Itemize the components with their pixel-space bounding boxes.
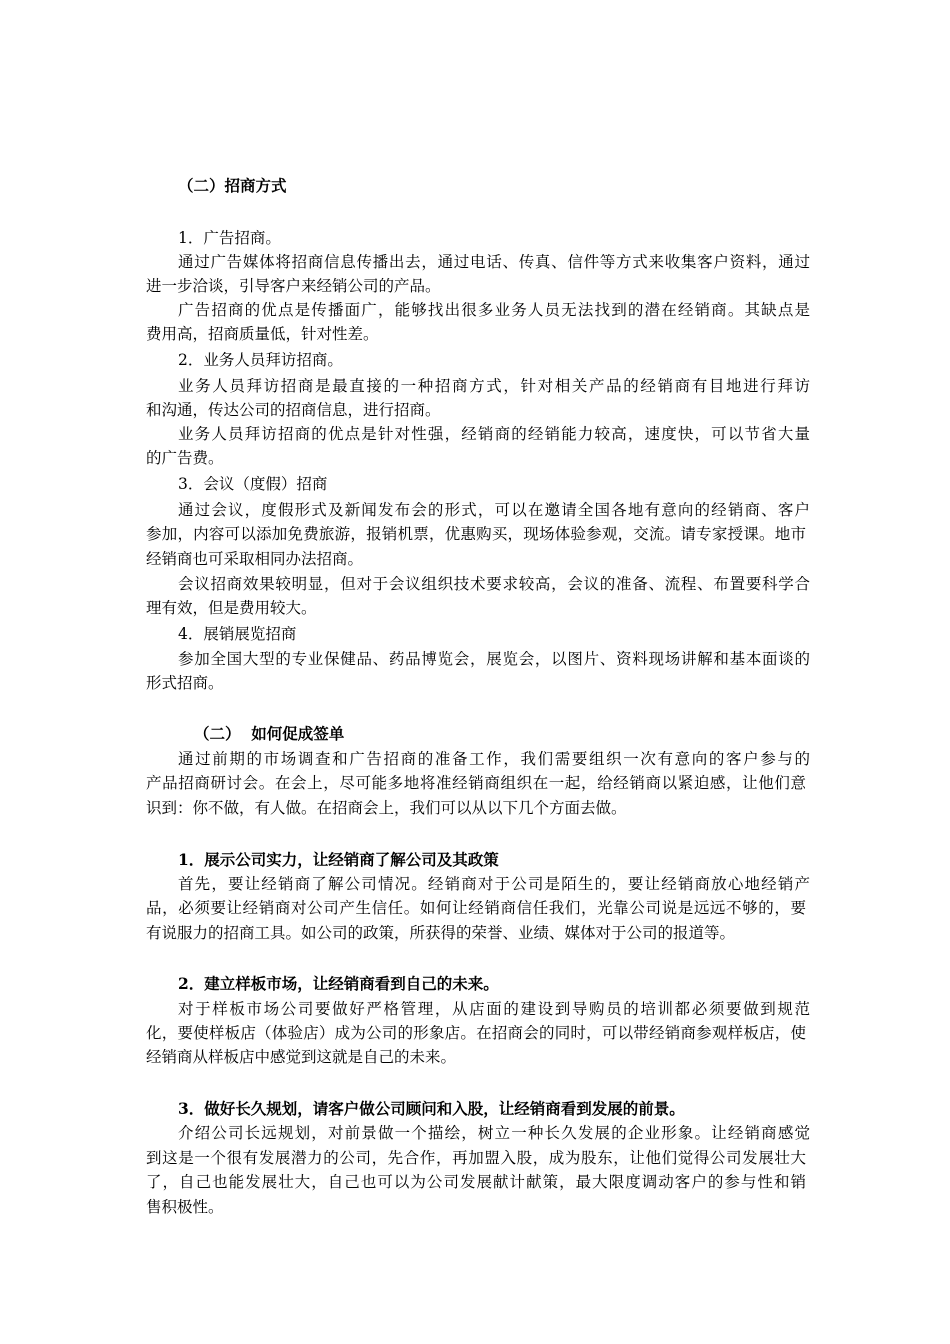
paragraph-line: 经销商也可采取相同办法招商。 [146,550,364,568]
paragraph-line: 通过前期的市场调查和广告招商的准备工作，我们需要组织一次有意向的客户参与的 [178,750,810,768]
paragraph-line: 到这是一个很有发展潜力的公司，先合作，再加盟入股，成为股东，让他们觉得公司发展壮大 [146,1149,806,1167]
paragraph-line: 售积极性。 [146,1198,224,1216]
paragraph-line: 业务人员拜访招商是最直接的一种招商方式，针对相关产品的经销商有目地进行拜访 [178,377,810,395]
paragraph-line: 进一步洽谈，引导客户来经销公司的产品。 [146,277,441,295]
paragraph-line: 通过会议，度假形式及新闻发布会的形式，可以在邀请全国各地有意向的经销商、客户 [178,501,810,519]
paragraph-line: 产品招商研讨会。在会上，尽可能多地将准经销商组织在一起，给经销商以紧迫感，让他们意 [146,774,806,792]
paragraph-line: 理有效，但是费用较大。 [146,599,317,617]
paragraph-line: 广告招商的优点是传播面广，能够找出很多业务人员无法找到的潜在经销商。其缺点是 [178,301,810,319]
paragraph-line: 对于样板市场公司要做好严格管理，从店面的建设到导购员的培训都必须要做到规范 [178,1000,810,1018]
paragraph-line: 参加全国大型的专业保健品、药品博览会，展览会，以图片、资料现场讲解和基本面谈的 [178,650,810,668]
paragraph-line: 形式招商。 [146,674,224,692]
item-title: 2．业务人员拜访招商。 [178,351,343,369]
paragraph-line: 经销商从样板店中感觉到这就是自己的未来。 [146,1048,457,1066]
point-title: 1．展示公司实力，让经销商了解公司及其政策 [178,850,499,869]
section-heading: （二） 如何促成签单 [194,724,345,743]
paragraph-line: 费用高，招商质量低，针对性差。 [146,325,379,343]
paragraph-line: 和沟通，传达公司的招商信息，进行招商。 [146,401,441,419]
paragraph-line: 通过广告媒体将招商信息传播出去，通过电话、传真、信件等方式来收集客户资料，通过 [178,253,810,271]
item-title: 3．会议（度假）招商 [178,475,328,493]
paragraph-line: 介绍公司长远规划，对前景做一个描绘，树立一种长久发展的企业形象。让经销商感觉 [178,1124,810,1142]
item-title: 1．广告招商。 [178,229,281,247]
paragraph-line: 参加，内容可以添加免费旅游，报销机票，优惠购买，现场体验参观，交流。请专家授课。地市 [146,525,806,543]
section-heading: （二）招商方式 [178,176,287,195]
paragraph-line: 首先，要让经销商了解公司情况。经销商对于公司是陌生的，要让经销商放心地经销产 [178,875,810,893]
paragraph-line: 识到：你不做，有人做。在招商会上，我们可以从以下几个方面去做。 [146,799,627,817]
point-title: 2．建立样板市场，让经销商看到自己的未来。 [178,974,499,993]
point-title: 3．做好长久规划，请客户做公司顾问和入股，让经销商看到发展的前景。 [178,1099,685,1118]
paragraph-line: 的广告费。 [146,449,224,467]
paragraph-line: 有说服力的招商工具。如公司的政策，所获得的荣誉、业绩、媒体对于公司的报道等。 [146,924,736,942]
paragraph-line: 了，自己也能发展壮大，自己也可以为公司发展献计献策，最大限度调动客户的参与性和销 [146,1173,806,1191]
paragraph-line: 业务人员拜访招商的优点是针对性强，经销商的经销能力较高，速度快，可以节省大量 [178,425,810,443]
paragraph-line: 化，要使样板店（体验店）成为公司的形象店。在招商会的同时，可以带经销商参观样板店，使 [146,1024,806,1042]
item-title: 4．展销展览招商 [178,625,297,643]
paragraph-line: 会议招商效果较明显，但对于会议组织技术要求较高，会议的准备、流程、布置要科学合 [178,575,810,593]
paragraph-line: 品，必须要让经销商对公司产生信任。如何让经销商信任我们，光靠公司说是远远不够的，要 [146,899,806,917]
